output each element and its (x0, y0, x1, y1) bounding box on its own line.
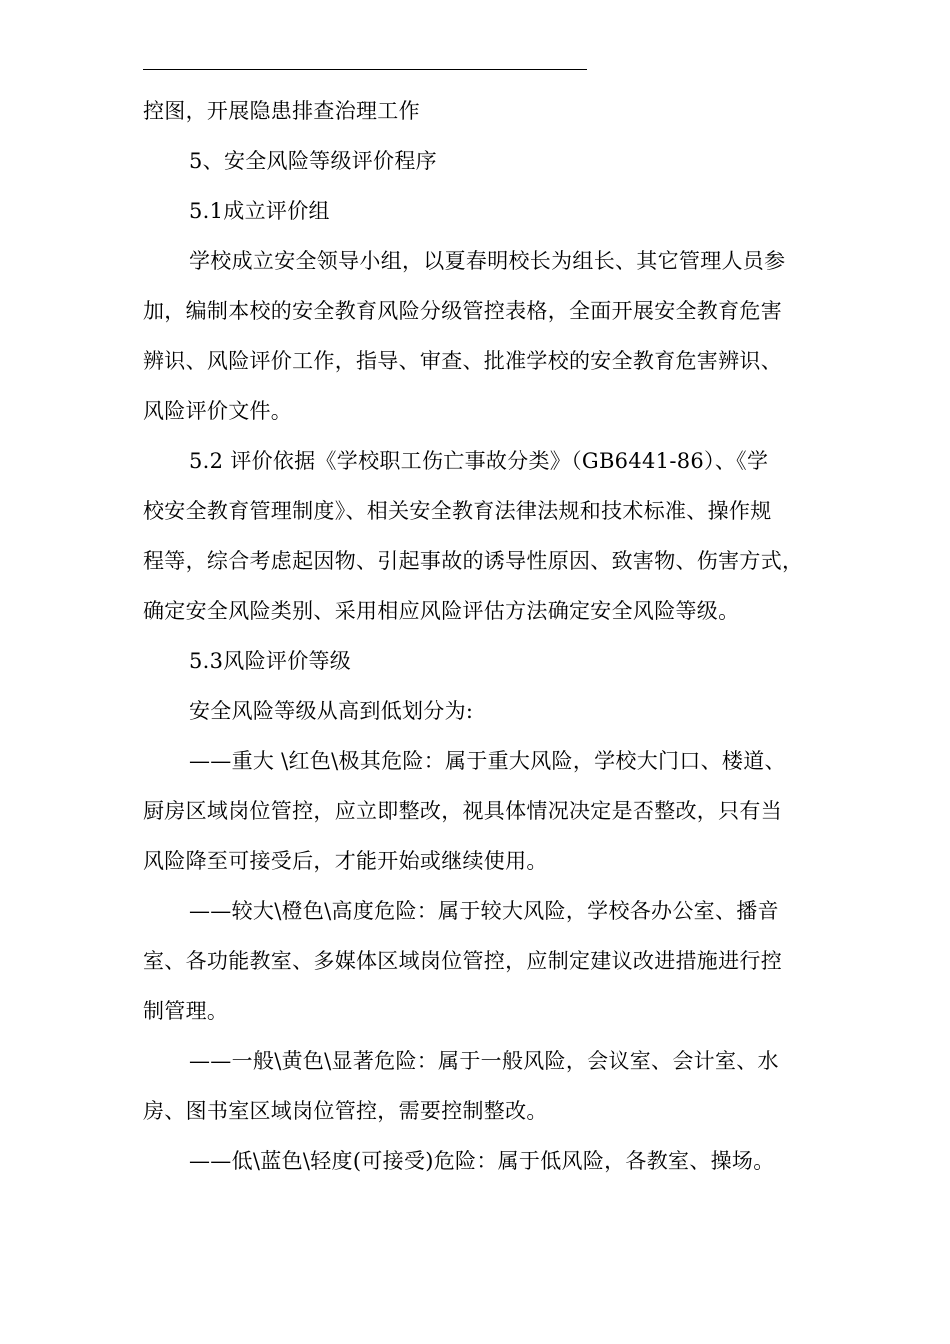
paragraph-line: 厨房区域岗位管控，应立即整改，视具体情况决定是否整改，只有当 (143, 799, 782, 823)
paragraph-line: 室、各功能教室、多媒体区域岗位管控，应制定建议改进措施进行控 (143, 949, 782, 973)
section-heading-5: 5、安全风险等级评价程序 (189, 149, 437, 173)
risk-level-large-line: ——较大\橙色\高度危险：属于较大风险，学校各办公室、播音 (189, 899, 779, 923)
paragraph-line: 学校成立安全领导小组，以夏春明校长为组长、其它管理人员参 (189, 249, 786, 273)
subsection-heading-5-3: 5.3风险评价等级 (189, 649, 352, 673)
paragraph-line: 加，编制本校的安全教育风险分级管控表格，全面开展安全教育危害 (143, 299, 782, 323)
paragraph-line-continuation: 控图，开展隐患排查治理工作 (143, 99, 420, 123)
paragraph-line: 校安全教育管理制度》、相关安全教育法律法规和技术标准、操作规 (143, 499, 772, 523)
header-rule (143, 69, 587, 70)
subsection-5-2-line: 5.2 评价依据《学校职工伤亡事故分类》（GB6441-86）、《学 (189, 449, 769, 473)
paragraph-line: 风险降至可接受后，才能开始或继续使用。 (143, 849, 548, 873)
paragraph-line: 房、图书室区域岗位管控，需要控制整改。 (143, 1099, 548, 1123)
paragraph-line: 安全风险等级从高到低划分为: (189, 699, 474, 723)
risk-level-low-line: ——低\蓝色\轻度(可接受)危险：属于低风险，各教室、操场。 (189, 1149, 775, 1173)
subsection-heading-5-1: 5.1成立评价组 (189, 199, 330, 223)
paragraph-line: 风险评价文件。 (143, 399, 293, 423)
paragraph-line: 辨识、风险评价工作，指导、审查、批准学校的安全教育危害辨识、 (143, 349, 782, 373)
paragraph-line: 制管理。 (143, 999, 229, 1023)
paragraph-line: 确定安全风险类别、采用相应风险评估方法确定安全风险等级。 (143, 599, 740, 623)
paragraph-line: 程等，综合考虑起因物、引起事故的诱导性原因、致害物、伤害方式， (143, 549, 804, 573)
risk-level-general-line: ——一般\黄色\显著危险：属于一般风险，会议室、会计室、水 (189, 1049, 779, 1073)
risk-level-major-line: ——重大 \红色\极其危险：属于重大风险，学校大门口、楼道、 (189, 749, 786, 773)
